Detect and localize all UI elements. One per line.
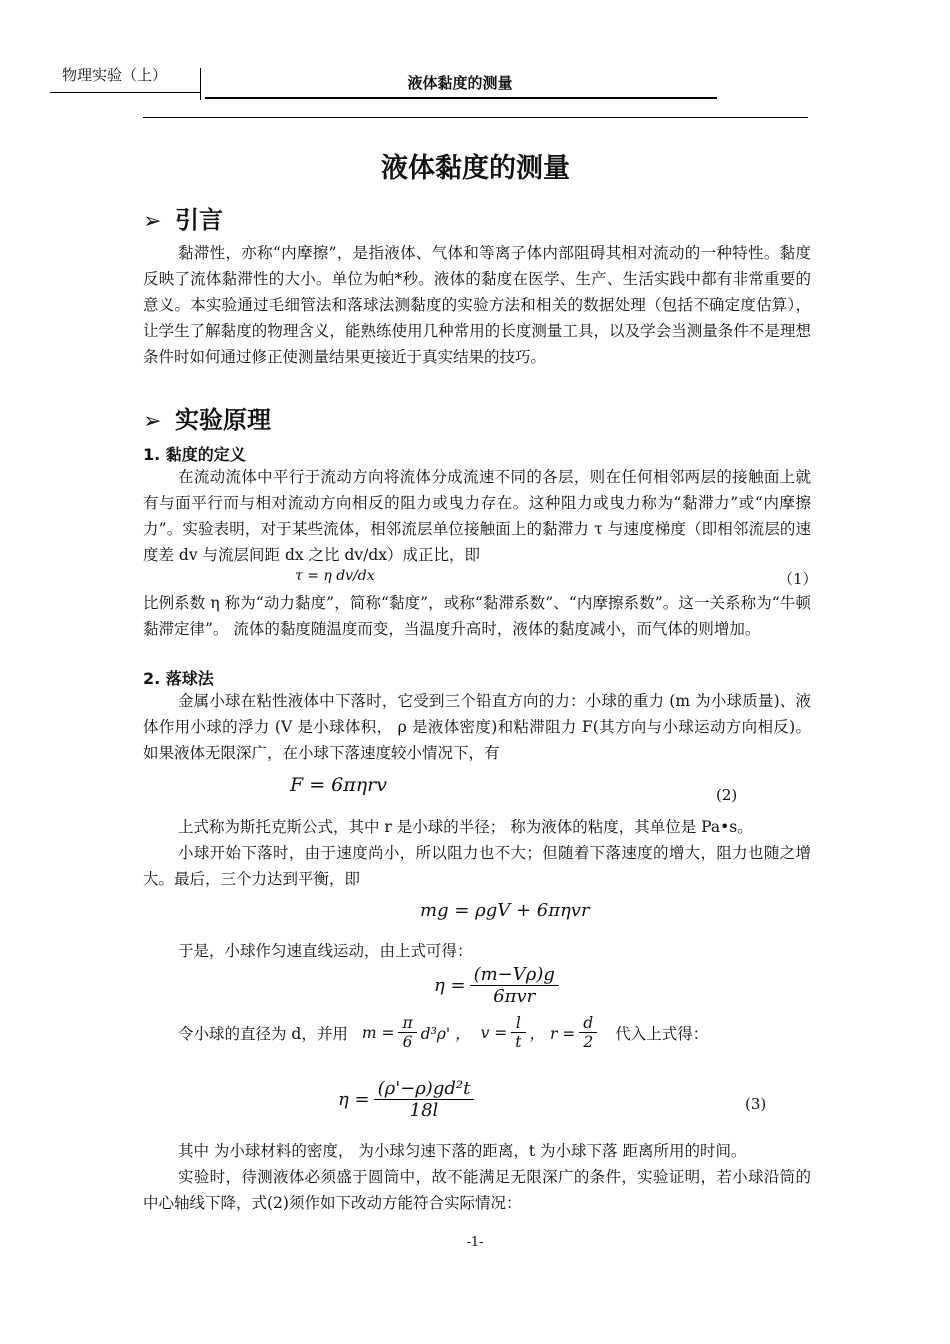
page-number: -1- [466,1235,484,1250]
header-title: 液体黏度的测量 [407,74,513,92]
equation-1-number: （1） [778,570,818,588]
section-heading-principle [143,400,271,435]
sub-v-numerator: l [511,1014,525,1033]
falling-ball-paragraph: 金属小球在粘性液体中下落时，它受到三个铅直方向的力：小球的重力 (m 为小球质量)、液体作用小球的浮力 (V 是小球体积， ρ 是液体密度)和粘滞阻力 F(其方向与小球运动方向相反)。如果液体无限深广，在小球下落速度较小情况下，有 [143,692,811,762]
header-rule-center [205,97,717,99]
equation-2-number: (2) [716,786,738,804]
newton-law-paragraph: 比例系数 η 称为“动力黏度”，简称“黏度”，或称“黏滞系数”、“内摩擦系数”。这一关系称为“牛顿黏滞定律”。 流体的黏度随温度而变，当温度升高时，液体的黏度减小，而气体的则增加。 [143,594,811,638]
section-principle-label: 实验原理 [175,406,271,434]
equation-eta-fraction [470,964,559,1007]
substitution-line [178,1014,708,1051]
equation-eta-lhs: η = [434,975,466,996]
sub-m-fraction [398,1014,416,1051]
substitution-suffix: 代入上式得： [615,1024,709,1043]
stokes-paragraph: 上式称为斯托克斯公式，其中 r 是小球的半径； 称为液体的粘度，其单位是 Pa•s。 [178,818,753,836]
equation-3-fraction [374,1078,475,1121]
sub-r-lhs: ， r = [529,1024,576,1043]
equation-1: τ = η dv/dx [295,568,375,584]
equation-3-number: (3) [745,1095,767,1113]
sub-r-fraction [579,1014,597,1051]
sub-v-lhs: v = [480,1023,508,1042]
document-title: 液体黏度的测量 [381,153,570,184]
substitution-prefix: 令小球的直径为 d，并用 [178,1024,348,1043]
arrow-bullet-icon: ➢ [143,409,162,434]
uniform-motion-paragraph: 于是，小球作匀速直线运动，由上式可得： [178,942,473,960]
sub-m-lhs: m = [361,1023,395,1042]
section-intro-label: 引言 [175,206,223,234]
equation-3-lhs: η = [338,1089,370,1110]
intro-paragraph: 黏滞性，亦称“内摩擦”，是指液体、气体和等离子体内部阻碍其相对流动的一种特性。黏度反映了流体黏滞性的大小。单位为帕*秒。液体的黏度在医学、生产、生活实践中都有非常重要的意义。本实验通过毛细管法和落球法测黏度的实验方法和相关的数据处理（包括不确定度估算），让学生了解黏度的物理含义，能熟练使用几种常用的长度测量工具，以及学会当测量条件不是理想条件时如何通过修正使测量结果更接近于真实结果的技巧。 [143,244,811,366]
equation-eta-denominator: 6πvr [493,986,536,1007]
header-divider [200,68,201,100]
correction-paragraph: 实验时，待测液体必须盛于圆筒中，故不能满足无限深广的条件，实验证明，若小球沿筒的中心轴线下降，式(2)须作如下改动方能符合实际情况： [143,1168,811,1212]
sub-m-numerator: π [398,1014,416,1033]
viscosity-definition-paragraph: 在流动流体中平行于流动方向将流体分成流速不同的各层，则在任何相邻两层的接触面上就有与面平行而与相对流动方向相反的阻力或曳力存在。这种阻力或曳力称为“黏滞力”或“内摩擦力”。实验表明，对于某些流体，相邻流层单位接触面上的黏滞力 τ 与速度梯度（即相邻流层的速度差 dv 与流层间距 dx 之比 dv/dx）成正比，即 [143,468,811,564]
header-left-label: 物理实验（上） [62,66,168,84]
equation-force-balance: mg = ρgV + 6πηvr [420,900,590,921]
sub-v-fraction [511,1014,525,1051]
subsection-heading-falling-ball: 2. 落球法 [143,669,214,688]
header-rule-full [143,117,808,118]
header-rule-left [50,92,200,93]
equation-3 [338,1078,474,1121]
sub-m-rest: d³ρ' ， [420,1024,471,1043]
sub-r-numerator: d [579,1014,597,1033]
equation-3-numerator: (ρ'−ρ)gd²t [374,1078,475,1100]
sub-v-denominator: t [515,1033,522,1051]
arrow-bullet-icon: ➢ [143,209,162,234]
equation-eta [434,964,559,1007]
sub-r-denominator: 2 [583,1033,594,1051]
variables-paragraph: 其中 为小球材料的密度， 为小球匀速下落的距离，t 为小球下落 距离所用的时间。 [178,1142,747,1160]
equation-2: F = 6πηrv [290,774,387,796]
section-heading-intro [143,200,223,235]
sub-m-denominator: 6 [402,1033,413,1051]
equation-eta-numerator: (m−Vρ)g [470,964,559,986]
subsection-heading-viscosity-definition: 1. 黏度的定义 [143,445,246,464]
equation-3-denominator: 18l [409,1100,439,1121]
force-balance-paragraph: 小球开始下落时，由于速度尚小，所以阻力也不大；但随着下落速度的增大，阻力也随之增大。最后，三个力达到平衡，即 [143,844,811,888]
